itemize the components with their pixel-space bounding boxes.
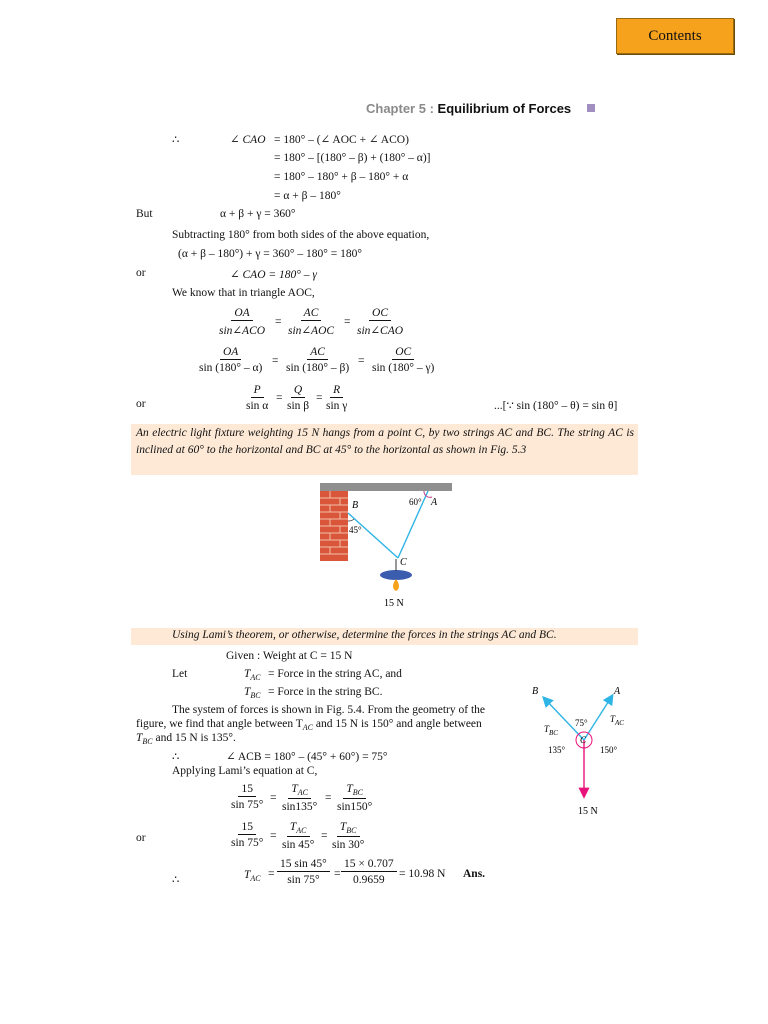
fraction-denominator: sin (180° – α) — [199, 362, 263, 374]
label-c: C — [400, 557, 407, 568]
equals-sign: = — [275, 316, 282, 328]
fraction-numerator: $T_{AC}$ — [287, 821, 310, 837]
fraction-numerator: AC — [307, 346, 328, 360]
fraction-denominator: sin 30° — [332, 839, 365, 851]
label-b: B — [532, 686, 539, 697]
fraction-oa-aco — [216, 307, 268, 337]
fraction-numerator: 15 sin 45° — [277, 858, 330, 872]
label-tac: $T_{AC}$ — [610, 714, 624, 727]
fraction-denominator: sin α — [246, 400, 269, 412]
equals-sign: = — [334, 868, 341, 880]
derivation-line-1: = 180° – (∠ AOC + ∠ ACO) — [274, 134, 409, 146]
tac-symbol: $T_{AC}$ — [244, 668, 261, 682]
or-label-3: or — [136, 832, 146, 844]
label-60: 60° — [409, 497, 422, 507]
fraction-tbc-sin150 — [334, 783, 375, 813]
fraction-numerator: OC — [369, 307, 391, 321]
fraction-numerator: $T_{BC}$ — [343, 783, 366, 799]
fraction-denominator: sin 75° — [231, 799, 264, 811]
label-150: 150° — [600, 745, 618, 755]
fraction-denominator: sin135° — [282, 801, 318, 813]
fraction-oc-gamma — [369, 346, 437, 374]
label-b: B — [352, 500, 359, 511]
angle-sum-equation: α + β + γ = 360° — [220, 208, 296, 220]
let-label: Let — [172, 668, 188, 680]
fraction-numerator: Q — [291, 384, 305, 398]
fraction-tbc-sin30 — [329, 821, 367, 851]
fraction-oa-alpha — [196, 346, 265, 374]
angle-arc-45 — [348, 519, 354, 521]
fraction-denominator: sin γ — [326, 400, 348, 412]
label-75: 75° — [575, 718, 588, 728]
applying-lami-text: Applying Lami’s equation at C, — [172, 765, 318, 777]
system-text-line-3: $T_{BC}$ and 15 N is 135°. — [136, 732, 236, 746]
contents-button[interactable]: Contents — [616, 18, 734, 54]
equals-sign: = — [358, 355, 365, 367]
label-45: 45° — [349, 525, 362, 535]
fraction-denominator: sin (180° – γ) — [372, 362, 435, 374]
fraction-denominator: sin∠AOC — [288, 325, 335, 337]
derivation-line-2: = 180° – [(180° – β) + (180° – α)] — [274, 152, 431, 164]
figure-5-3 — [316, 483, 456, 609]
chapter-header — [366, 101, 595, 116]
fraction-15-sin75-b — [228, 821, 266, 849]
fraction-15-sin75 — [228, 783, 266, 811]
given-line: Given : Weight at C = 15 N — [226, 650, 353, 662]
string-bc — [348, 513, 398, 558]
or-label-1: or — [136, 267, 146, 279]
equals-sign: = — [321, 830, 328, 842]
label-a: A — [614, 686, 621, 697]
sine-identity-note: ...[∵ sin (180° – θ) = sin θ] — [494, 400, 618, 412]
label-135: 135° — [548, 745, 566, 755]
therefore-symbol-3: ∴ — [172, 874, 180, 886]
fraction-numerator: OA — [231, 307, 252, 321]
equals-sign: = — [276, 392, 283, 404]
fraction-numerator: 15 — [238, 821, 256, 835]
fraction-denominator: sin 75° — [231, 837, 264, 849]
fraction-denominator: sin150° — [337, 801, 373, 813]
answer-label: Ans. — [463, 868, 486, 880]
fraction-numerator: R — [330, 384, 343, 398]
fraction-tac-sin45 — [279, 821, 317, 851]
therefore-symbol: ∴ — [172, 134, 180, 146]
equals-sign: = — [270, 792, 277, 804]
chapter-title: Equilibrium of Forces — [437, 101, 572, 116]
fraction-15sin45-sin75 — [277, 858, 330, 886]
tac-definition: = Force in the string AC, and — [268, 668, 402, 680]
fraction-numerator: AC — [301, 307, 322, 321]
acb-equation: ∠ ACB = 180° – (45° + 60°) = 75° — [226, 751, 388, 763]
fraction-denominator: sin∠ACO — [219, 325, 266, 337]
problem-question: Using Lami’s theorem, or otherwise, determine the forces in the strings AC and BC. — [172, 629, 557, 641]
fraction-denominator: sin β — [287, 400, 310, 412]
tac-result-value: = 10.98 N — [399, 868, 446, 880]
light-fixture — [380, 570, 412, 580]
fraction-numerator: OA — [220, 346, 241, 360]
fraction-oc-cao — [354, 307, 406, 337]
equals-sign: = — [316, 392, 323, 404]
system-text-line-1: The system of forces is shown in Fig. 5.4. From the geometry of the — [172, 704, 486, 716]
equals-sign: = — [325, 792, 332, 804]
fraction-ac-beta — [283, 346, 352, 374]
fraction-tac-sin135 — [279, 783, 320, 813]
label-a: A — [431, 497, 438, 508]
equals-sign: = — [268, 868, 275, 880]
fraction-denominator: sin 45° — [282, 839, 315, 851]
equals-sign: = — [344, 316, 351, 328]
fraction-numerator: 15 — [238, 783, 256, 797]
equals-sign: = — [270, 830, 277, 842]
chapter-number: Chapter 5 : — [366, 101, 434, 116]
brick-wall — [320, 491, 348, 561]
subtracting-text: Subtracting 180° from both sides of the above equation, — [172, 229, 430, 241]
ceiling-bar — [320, 483, 452, 491]
label-15n: 15 N — [578, 806, 598, 817]
fraction-denominator: sin∠CAO — [357, 325, 404, 337]
fraction-numerator: P — [251, 384, 264, 398]
fraction-denominator: 0.9659 — [353, 874, 385, 886]
cao-lhs: ∠ CAO — [230, 134, 266, 146]
label-tbc: $T_{BC}$ — [544, 724, 558, 737]
fraction-numerator: $T_{AC}$ — [288, 783, 311, 799]
fraction-numerator: OC — [392, 346, 414, 360]
derivation-line-4: = α + β – 180° — [274, 190, 341, 202]
figure-5-4 — [528, 680, 638, 820]
fraction-numerator: 15 × 0.707 — [341, 858, 397, 872]
fraction-numeric — [341, 858, 397, 886]
header-square-icon — [587, 104, 595, 112]
system-text-line-2: figure, we find that angle between $T_{AC}$ and 15 N is 150° and angle between — [136, 718, 482, 732]
cao-result: ∠ CAO = 180° – γ — [230, 269, 317, 281]
tbc-definition: = Force in the string BC. — [268, 686, 383, 698]
problem-statement: An electric light fixture weighting 15 N hangs from a point C, by two strings AC and BC. The string AC is inclined at 60° to the horizontal and BC at 45° to the horizontal as shown in Fig. 5.3 — [136, 427, 634, 456]
derivation-line-3: = 180° – 180° + β – 180° + α — [274, 171, 409, 183]
tbc-symbol: $T_{BC}$ — [244, 686, 261, 700]
tac-result-symbol: $T_{AC}$ — [244, 869, 261, 883]
fraction-denominator: sin 75° — [287, 874, 320, 886]
bulb-icon — [393, 579, 399, 591]
label-c: C — [580, 735, 587, 745]
subtracted-equation: (α + β – 180°) + γ = 360° – 180° = 180° — [178, 248, 362, 260]
therefore-symbol-2: ∴ — [172, 751, 180, 763]
fraction-q-beta — [284, 384, 312, 412]
equals-sign: = — [272, 355, 279, 367]
or-label-2: or — [136, 398, 146, 410]
fraction-p-alpha — [243, 384, 271, 412]
fraction-ac-aoc — [285, 307, 337, 337]
fraction-denominator: sin (180° – β) — [286, 362, 350, 374]
fraction-r-gamma — [323, 384, 350, 412]
label-15n: 15 N — [384, 598, 404, 609]
but-label: But — [136, 208, 153, 220]
triangle-text: We know that in triangle AOC, — [172, 287, 315, 299]
fraction-numerator: $T_{BC}$ — [337, 821, 360, 837]
